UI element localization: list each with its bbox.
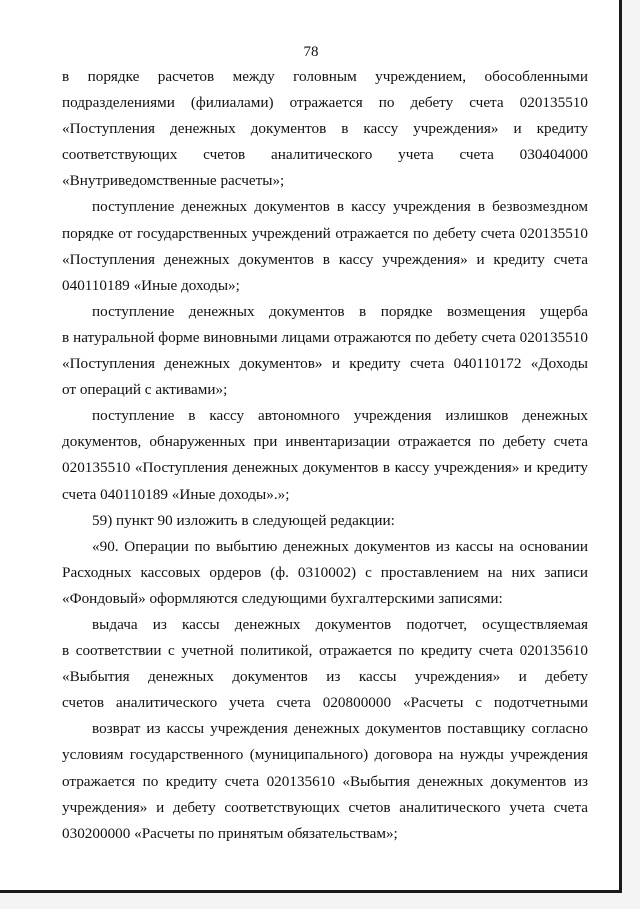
text-line: «Поступления денежных документов в кассу учреждения» и кредиту счета [62,250,588,268]
scan-edge-right [622,0,640,909]
text-line: «Фондовый» оформляются следующими бухгалтерскими записями: [62,589,503,607]
text-line: поступление в кассу автономного учреждения излишков денежных [92,407,588,425]
document-body [62,64,588,847]
text-line: условиям государственного (муниципального) договора на нужды учреждения [62,746,588,764]
text-line: «Выбытия денежных документов из кассы учреждения» и дебету [62,668,588,686]
text-line: учреждения» и дебету соответствующих счетов аналитического учета счета [62,798,588,816]
text-line: выдача из кассы денежных документов подотчет, осуществляемая [92,615,588,633]
text-line: 030200000 «Расчеты по принятым обязательствам»; [62,824,398,842]
text-line: в натуральной форме виновными лицами отражаются по дебету счета 020135510 [62,328,588,346]
text-line: Расходных кассовых ордеров (ф. 0310002) с проставлением на них записи [62,563,588,581]
scan-edge-bottom [0,893,640,909]
text-line: 040110189 «Иные доходы»; [62,276,240,294]
text-line: отражается по кредиту счета 020135610 «Выбытия денежных документов из [62,772,588,790]
text-line: в порядке расчетов между головным учреждением, обособленными [62,68,588,85]
page-number: 78 [303,44,319,60]
text-line: возврат из кассы учреждения денежных документов поставщику согласно [92,720,588,738]
text-line: 59) пункт 90 изложить в следующей редакции: [92,511,395,529]
text-line: соответствующих счетов аналитического учета счета 030404000 [62,146,588,164]
text-line: подразделениями (филиалами) отражается по дебету счета 020135510 [62,94,588,112]
text-line: в соответствии с учетной политикой, отражается по кредиту счета 020135610 [62,642,588,660]
text-line: поступление денежных документов в кассу учреждения в безвозмездном [92,198,588,216]
text-line: счета 040110189 «Иные доходы».»; [62,485,290,503]
text-line: «Поступления денежных документов» и кредиту счета 040110172 «Доходы [62,355,588,373]
text-line: «90. Операции по выбытию денежных документов из кассы на основании [92,537,588,555]
text-line: счетов аналитического учета счета 020800000 «Расчеты с подотчетными [62,694,588,712]
text-line: поступление денежных документов в порядке возмещения ущерба [92,302,588,320]
text-line: порядке от государственных учреждений отражается по дебету счета 020135510 [62,224,588,242]
text-line: от операций с активами»; [62,381,228,399]
text-line: 020135510 «Поступления денежных документов в кассу учреждения» и кредиту [62,459,588,477]
text-line: «Внутриведомственные расчеты»; [62,172,285,190]
text-line: «Поступления денежных документов в кассу учреждения» и кредиту [62,120,588,138]
text-line: документов, обнаруженных при инвентаризации отражается по дебету счета [62,433,588,451]
